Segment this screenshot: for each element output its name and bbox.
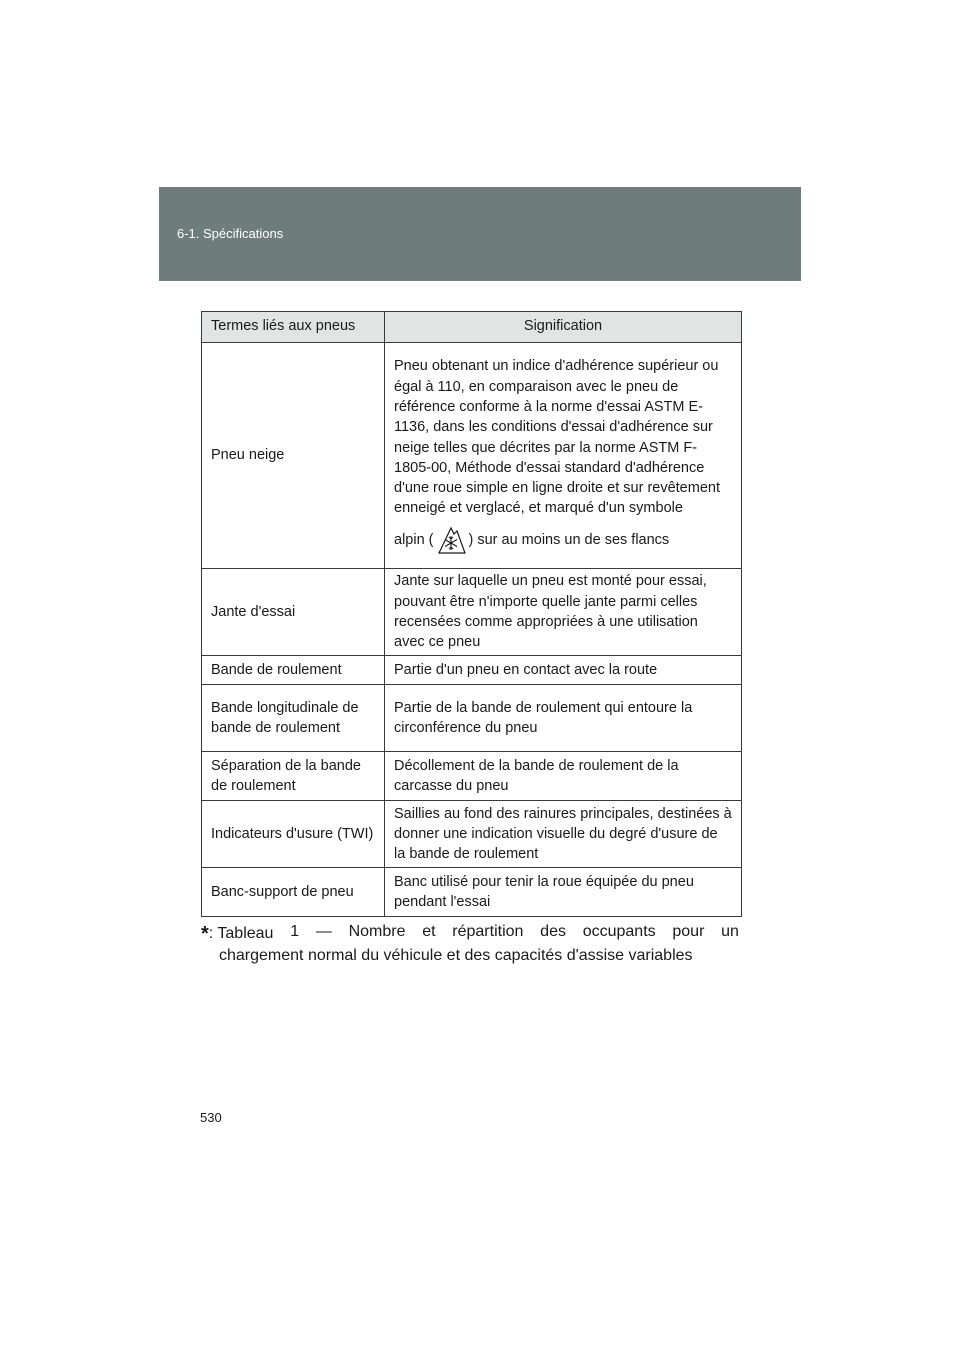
tire-terms-table [201,311,742,917]
table-row [202,801,742,868]
footnote-word: des [540,923,566,940]
footnote-word: un [721,923,739,940]
term-cell: Bande longitudinale de bande de roulement [202,685,385,752]
meaning-cell: Décollement de la bande de roulement de la carcasse du pneu [385,752,742,801]
term-cell: Banc-support de pneu [202,868,385,917]
term-cell: Bande de roulement [202,656,385,685]
table-row [202,752,742,801]
footnote-word: Tableau [217,925,274,942]
term-cell: Indicateurs d'usure (TWI) [202,801,385,868]
footnote-word: 1 [290,923,300,940]
term-cell: Jante d'essai [202,569,385,656]
column-header-term: Termes liés aux pneus [202,312,385,343]
footnote-word: répartition [452,923,524,940]
table-row [202,343,742,569]
column-header-meaning: Signification [385,312,742,343]
footnote-marker: * [201,923,209,945]
footnote-line-2: chargement normal du véhicule et des capacités d'assise variables [219,947,693,964]
meaning-cell: Banc utilisé pour tenir la roue équipée du pneu pendant l'essai [385,868,742,917]
alpine-symbol-line [394,525,732,555]
table-row [202,569,742,656]
alpine-snowflake-icon [434,525,468,555]
footnote-word: et [422,923,436,940]
term-cell: Pneu neige [202,343,385,569]
meaning-cell: Saillies au fond des rainures principales, destinées à donner une indication visuelle du degré d'usure de la bande de roulement [385,801,742,868]
page-number: 530 [200,1110,222,1125]
table-row [202,685,742,752]
table-row [202,656,742,685]
footnote-word: occupants [582,923,656,940]
footnote-word: : [208,925,214,942]
meaning-cell: Jante sur laquelle un pneu est monté pour essai, pouvant être n'importe quelle jante parmi celles recensées comme appropriées à une utilisation avec ce pneu [385,569,742,656]
footnote-start [201,921,273,945]
table-row [202,868,742,917]
alpine-text-before: alpin ( [394,531,434,548]
footnote [201,921,739,967]
table-header-row [202,312,742,343]
term-cell: Séparation de la bande de roulement [202,752,385,801]
meaning-text: Pneu obtenant un indice d'adhérence supérieur ou égal à 110, en comparaison avec le pneu de référence conforme à la norme d'essai ASTM E-1136, dans les conditions d'essai d'adhérence sur neige telles que décrites par la norme ASTM F-1805-00, Méthode d'essai standard d'adhérence d'une roue simple en ligne droite et sur revêtement enneigé et verglacé, et marqué d'un symbole [394,358,720,517]
footnote-word: — [315,923,332,940]
alpine-text-after: ) sur au moins un de ses flancs [468,531,670,548]
meaning-cell: Partie de la bande de roulement qui entoure la circonférence du pneu [385,685,742,752]
footnote-word: Nombre [348,923,406,940]
footnote-line-1 [201,921,739,945]
footnote-word: pour [672,923,705,940]
chapter-header-band [159,187,801,281]
meaning-cell [385,343,742,569]
section-title: 6-1. Spécifications [177,226,284,241]
meaning-cell: Partie d'un pneu en contact avec la route [385,656,742,685]
